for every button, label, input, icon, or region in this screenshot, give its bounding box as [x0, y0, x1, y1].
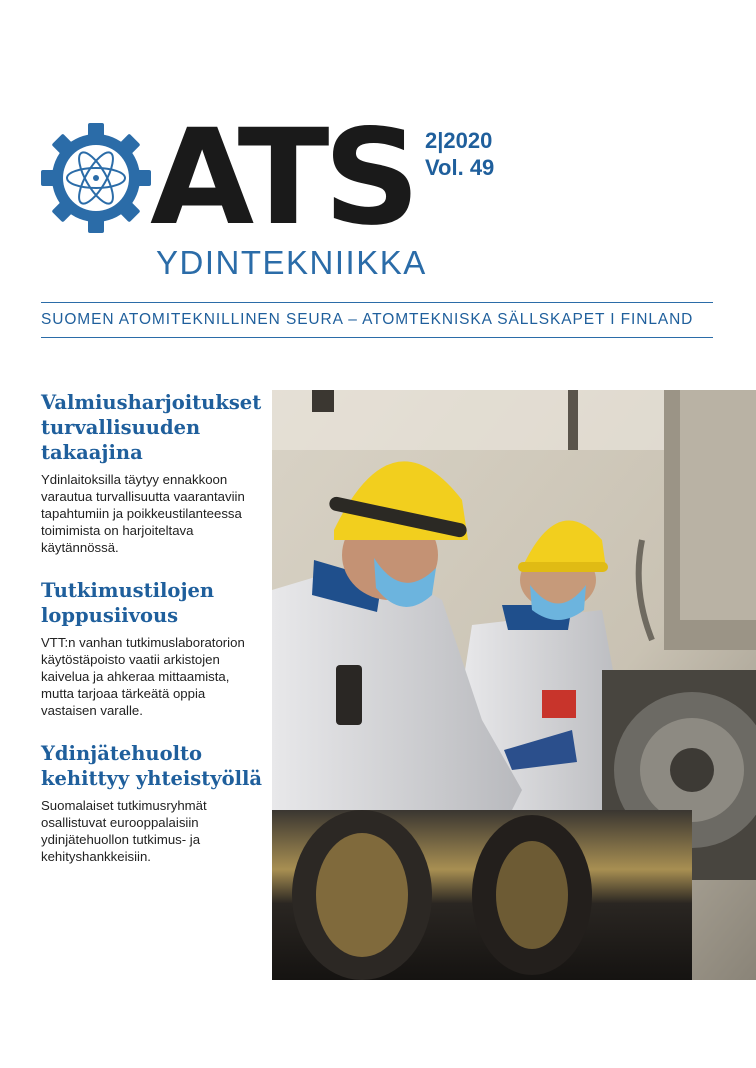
workers-with-helmets-photo: [272, 390, 756, 980]
article-teaser[interactable]: [41, 578, 263, 719]
article-summary: Suomalaiset tutkimusryhmät osallistuvat eurooppalaisiin ydinjätehuollon tutkimus- ja kehityshankkeisiin.: [41, 798, 207, 864]
atom-gear-icon: [41, 123, 151, 233]
society-tagline: SUOMEN ATOMITEKNILLINEN SEURA – ATOMTEKNISKA SÄLLSKAPET I FINLAND: [41, 311, 694, 328]
article-teaser[interactable]: [41, 741, 263, 865]
article-title[interactable]: Ydinjätehuolto kehittyy yhteistyöllä: [41, 742, 263, 790]
issue-number: 2|2020: [425, 128, 493, 153]
article-summary: Ydinlaitoksilla täytyy ennakkoon varautua turvallisuutta vaarantaviin tapahtumiin ja poikkeustilanteessa toimimista on harjoiteltava käytännössä.: [41, 472, 245, 555]
bottom-divider: [41, 337, 713, 338]
magazine-logo: ATS: [150, 101, 415, 255]
article-summary: VTT:n vanhan tutkimuslaboratorion käytöstäpoisto vaatii arkistojen kaivelua ja ahkeraa mittaamista, mutta tarjoaa tärkeätä oppia vastaisen varalle.: [41, 635, 245, 718]
volume-number: Vol. 49: [425, 155, 495, 180]
top-divider: [41, 302, 713, 303]
article-teasers: [41, 390, 263, 887]
magazine-subtitle: YDINTEKNIIKKA: [156, 244, 427, 281]
article-teaser[interactable]: [41, 390, 263, 556]
article-title[interactable]: Valmiusharjoitukset turvallisuuden takaajina: [41, 391, 262, 464]
issue-info: [425, 127, 494, 181]
article-title[interactable]: Tutkimustilojen loppusiivous: [41, 579, 215, 627]
